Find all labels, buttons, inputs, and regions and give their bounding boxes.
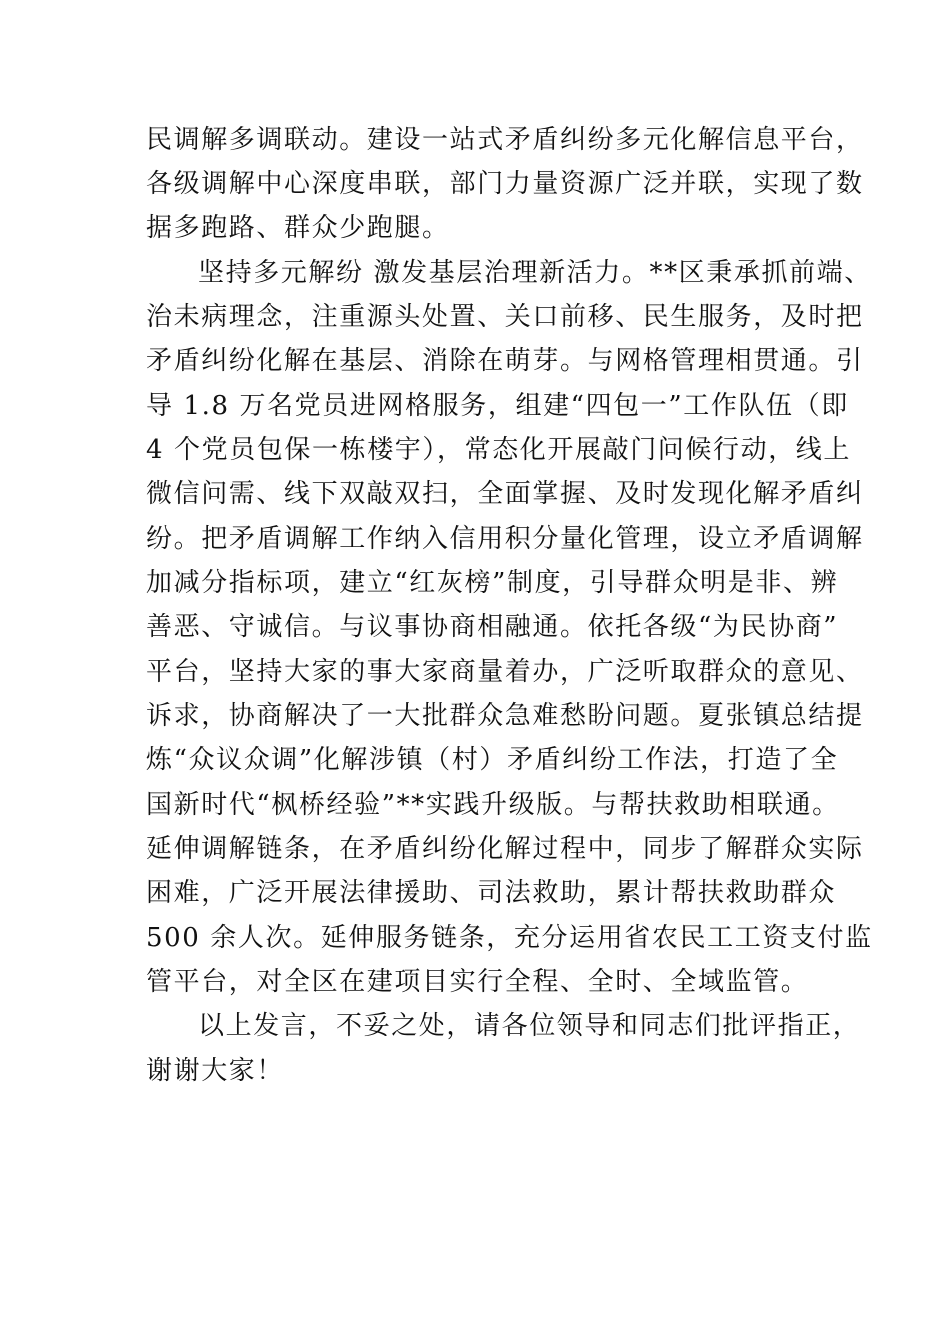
text-line: 微信问需、线下双敲双扫，全面掌握、及时发现化解矛盾纠 (146, 479, 864, 509)
text-line: 纷。把矛盾调解工作纳入信用积分量化管理，设立矛盾调解 (146, 524, 864, 554)
text-line: 治未病理念，注重源头处置、关口前移、民生服务，及时把 (146, 302, 864, 332)
paragraph-start-line: 以上发言，不妥之处，请各位领导和同志们批评指正， (198, 1011, 861, 1041)
text-line: 国新时代“枫桥经验”**实践升级版。与帮扶救助相联通。 (146, 790, 840, 820)
text-line: 导 1.8 万名党员进网格服务，组建“四包一”工作队伍（即 (146, 391, 849, 421)
text-line: 各级调解中心深度串联，部门力量资源广泛并联，实现了数 (146, 169, 864, 199)
text-line: 民调解多调联动。建设一站式矛盾纠纷多元化解信息平台， (146, 125, 864, 155)
text-line: 谢谢大家！ (146, 1056, 285, 1086)
text-line: 矛盾纠纷化解在基层、消除在萌芽。与网格管理相贯通。引 (146, 346, 864, 376)
text-line: 善恶、守诚信。与议事协商相融通。依托各级“为民协商” (146, 612, 839, 642)
text-line: 延伸调解链条，在矛盾纠纷化解过程中，同步了解群众实际 (146, 834, 864, 864)
text-line: 平台，坚持大家的事大家商量着办，广泛听取群众的意见、 (146, 657, 864, 687)
text-line: 加减分指标项，建立“红灰榜”制度，引导群众明是非、辨 (146, 568, 839, 598)
text-line: 4 个党员包保一栋楼宇），常态化开展敲门问候行动，线上 (146, 435, 852, 465)
text-line: 困难，广泛开展法律援助、司法救助，累计帮扶救助群众 (146, 878, 837, 908)
text-line: 诉求，协商解决了一大批群众急难愁盼问题。夏张镇总结提 (146, 701, 864, 731)
text-line: 管平台，对全区在建项目实行全程、全时、全域监管。 (146, 967, 809, 997)
text-line: 500 余人次。延伸服务链条，充分运用省农民工工资支付监 (146, 923, 873, 953)
paragraph-start-line: 坚持多元解纷 激发基层治理新活力。**区秉承抓前端、 (198, 258, 872, 288)
text-line: 炼“众议众调”化解涉镇（村）矛盾纠纷工作法，打造了全 (146, 745, 839, 775)
text-line: 据多跑路、群众少跑腿。 (146, 213, 450, 243)
